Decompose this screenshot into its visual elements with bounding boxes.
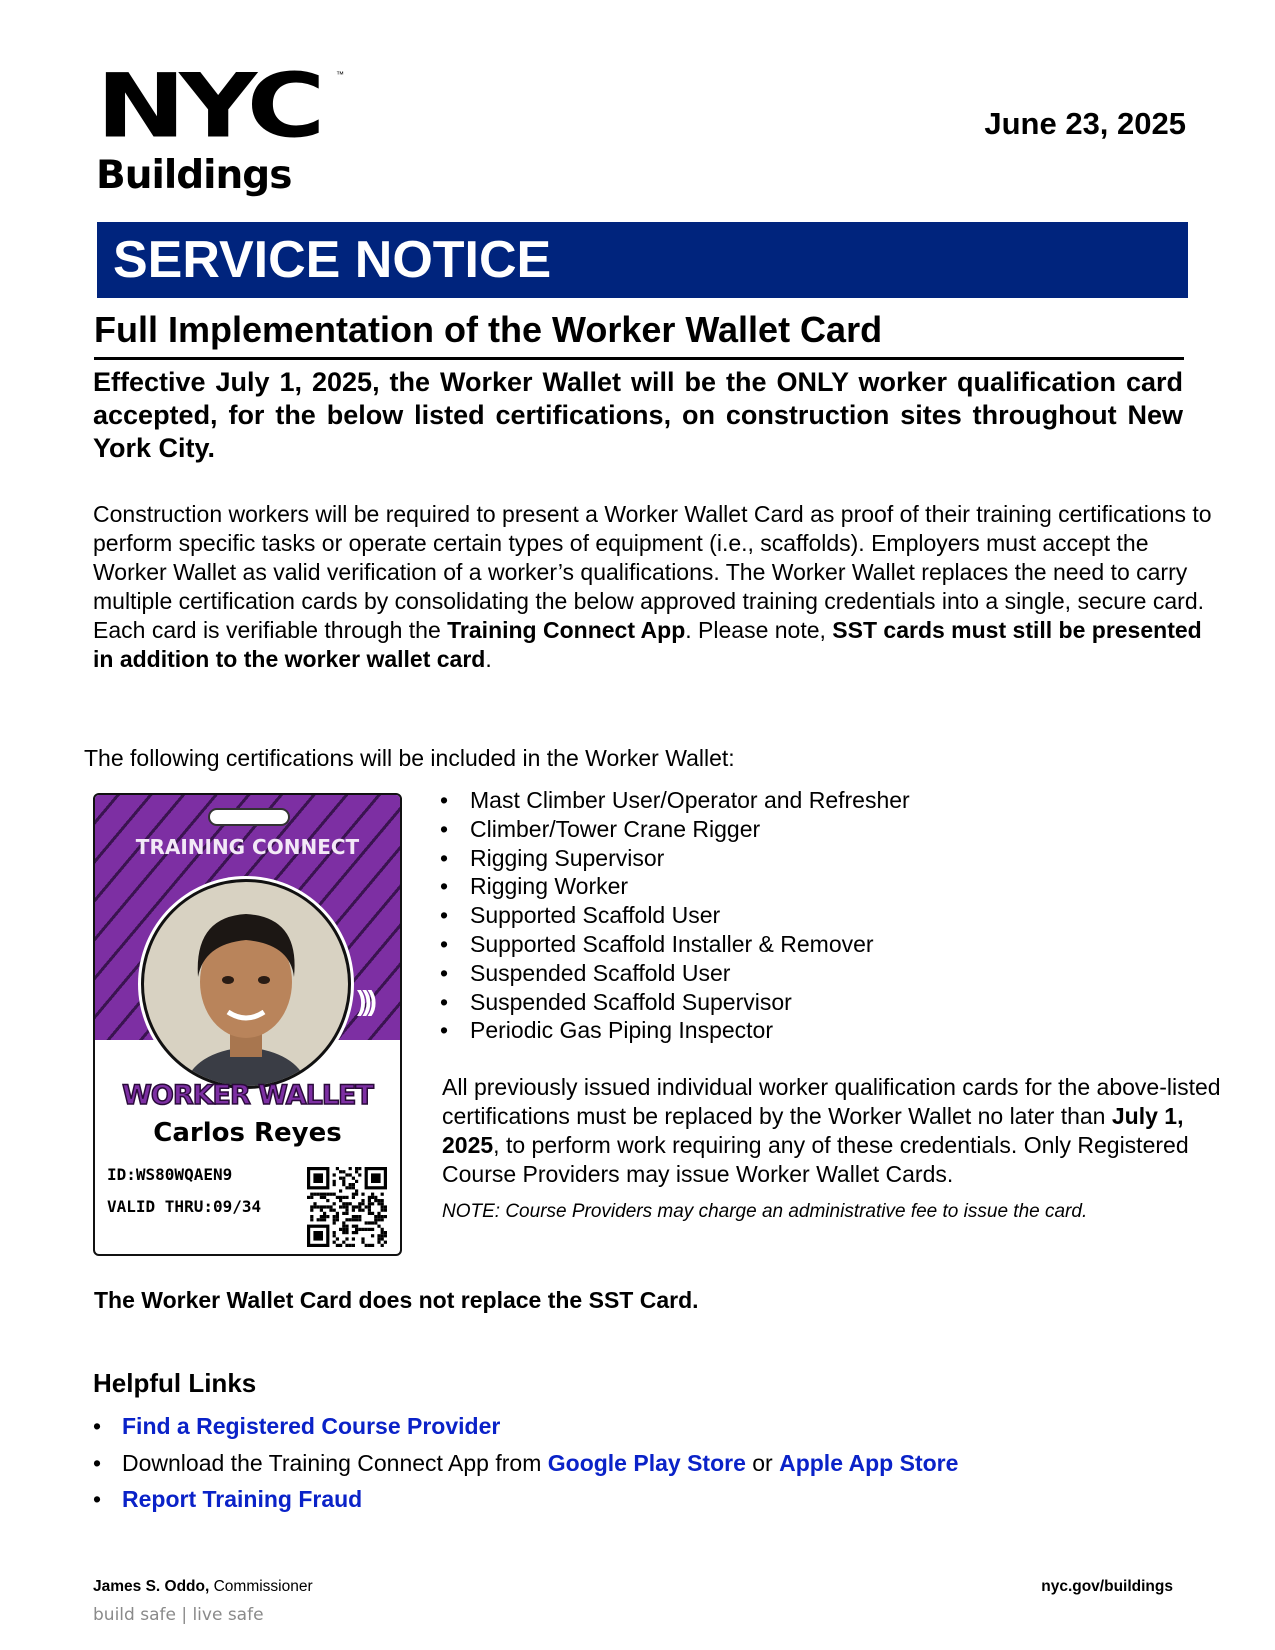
certifications-list bbox=[440, 786, 910, 1045]
lead-paragraph: Effective July 1, 2025, the Worker Wallet will be the ONLY worker qualification card accepted, for the below listed certifications, on construction sites throughout New York City. bbox=[93, 367, 1183, 463]
commissioner-title: Commissioner bbox=[209, 1578, 313, 1595]
worker-wallet-card-image bbox=[93, 793, 402, 1256]
google-play-link[interactable]: Google Play Store bbox=[547, 1449, 746, 1476]
banner-title: SERVICE NOTICE bbox=[113, 231, 552, 289]
card-brand: TRAINING CONNECT bbox=[135, 835, 360, 859]
list-item bbox=[93, 1408, 958, 1445]
replacement-paragraph bbox=[442, 1073, 1232, 1189]
title-divider bbox=[94, 357, 1184, 360]
card-valid-thru: VALID THRU:09/34 bbox=[107, 1197, 262, 1216]
replacement-section bbox=[442, 1073, 1232, 1223]
body-text: , to perform work requiring any of these credentials. Only Registered Course Providers may issue Worker Wallet Cards. bbox=[442, 1132, 1189, 1187]
contactless-icon: ))) bbox=[357, 985, 373, 1016]
list-item bbox=[93, 1481, 958, 1518]
certification-item: • Rigging Worker bbox=[440, 872, 910, 901]
certifications-intro: The following certifications will be included in the Worker Wallet: bbox=[84, 745, 735, 771]
lanyard-slot bbox=[208, 808, 290, 826]
page-title: Full Implementation of the Worker Wallet Card bbox=[94, 309, 883, 350]
buildings-logo-text: Buildings bbox=[96, 153, 292, 198]
list-item bbox=[93, 1445, 958, 1482]
worker-photo bbox=[141, 879, 351, 1089]
qr-code-icon bbox=[307, 1167, 387, 1247]
report-fraud-link[interactable]: Report Training Fraud bbox=[122, 1486, 363, 1512]
body-text: . bbox=[485, 646, 492, 672]
helpful-links-list bbox=[93, 1408, 958, 1518]
commissioner-name: James S. Oddo, bbox=[93, 1578, 210, 1595]
card-id: ID:WS80WQAEN9 bbox=[107, 1165, 233, 1184]
nyc-logo: NYC bbox=[96, 54, 319, 158]
body-text: Construction workers will be required to present a Worker Wallet Card as proof of their training certifications to perform specific tasks or operate certain types of equipment (i.e., scaffolds). Employers must accept the Worker Wallet as valid verification of a worker’s qualifications. The Worker Wallet replaces the need to carry multiple certification cards by consolidating the below approved training credentials into a single, secure card. Each card is verifiable through the bbox=[93, 501, 1212, 643]
or-text: or bbox=[745, 1449, 780, 1476]
sst-notice: The Worker Wallet Card does not replace the SST Card. bbox=[94, 1287, 699, 1313]
certification-item: • Supported Scaffold User bbox=[440, 901, 910, 930]
body-paragraph bbox=[93, 500, 1213, 674]
card-product: WORKER WALLET bbox=[122, 1080, 373, 1111]
apple-app-store-link[interactable]: Apple App Store bbox=[779, 1449, 959, 1476]
download-text: Download the Training Connect App from bbox=[122, 1449, 548, 1476]
card-holder-name: Carlos Reyes bbox=[153, 1118, 342, 1148]
certification-item: • Climber/Tower Crane Rigger bbox=[440, 815, 910, 844]
certification-item: • Suspended Scaffold User bbox=[440, 959, 910, 988]
deadline-date: July 1, 2025 bbox=[442, 1103, 1184, 1158]
trademark: ™ bbox=[336, 70, 344, 79]
certification-item: • Rigging Supervisor bbox=[440, 844, 910, 873]
certification-item: • Mast Climber User/Operator and Refresher bbox=[440, 786, 910, 815]
body-text: . Please note, bbox=[685, 617, 833, 643]
certification-item: • Suspended Scaffold Supervisor bbox=[440, 988, 910, 1017]
website-url: nyc.gov/buildings bbox=[1041, 1578, 1173, 1595]
slogan: build safe | live safe bbox=[93, 1605, 264, 1625]
certification-item: • Periodic Gas Piping Inspector bbox=[440, 1016, 910, 1045]
find-course-provider-link[interactable]: Find a Registered Course Provider bbox=[122, 1413, 501, 1439]
commissioner-line bbox=[93, 1578, 313, 1596]
certification-item: • Supported Scaffold Installer & Remover bbox=[440, 930, 910, 959]
body-bold: Training Connect App bbox=[447, 617, 686, 643]
body-bold: SST cards must still be presented in addition to the worker wallet card bbox=[93, 617, 1202, 672]
service-notice-banner bbox=[97, 222, 1188, 298]
notice-date: June 23, 2025 bbox=[984, 106, 1186, 141]
body-text: All previously issued individual worker qualification cards for the above-listed certifications must be replaced by the Worker Wallet no later than bbox=[442, 1074, 1221, 1129]
helpful-links-heading: Helpful Links bbox=[93, 1368, 257, 1398]
fee-note: NOTE: Course Providers may charge an administrative fee to issue the card. bbox=[442, 1201, 1088, 1222]
